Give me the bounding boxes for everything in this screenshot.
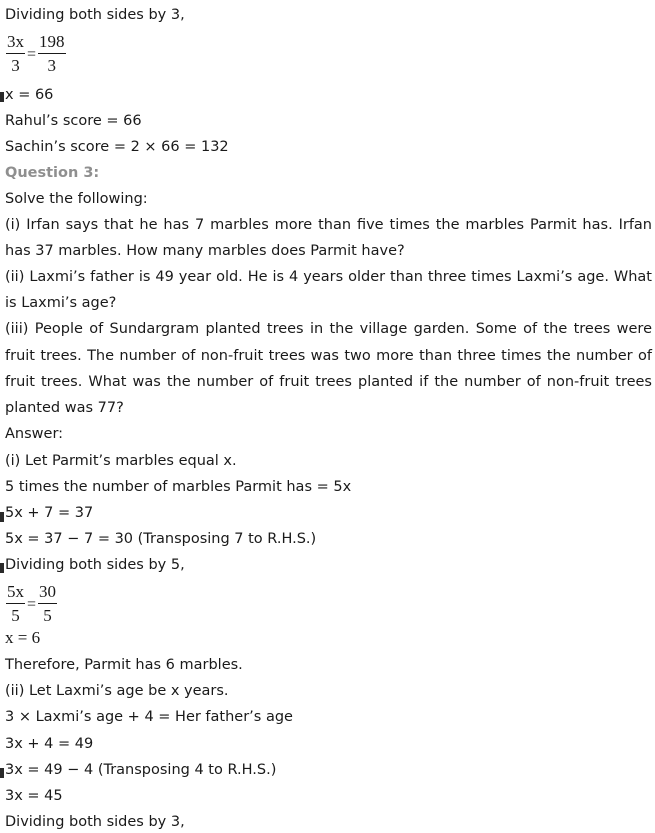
- denominator: 3: [47, 56, 57, 75]
- text-line: is Laxmi’s age?: [5, 295, 117, 311]
- text-line: (i) Let Parmit’s marbles equal x.: [5, 453, 237, 469]
- equation-line: x = 6: [5, 628, 41, 647]
- text-line: 5 times the number of marbles Parmit has = 5x: [5, 479, 352, 495]
- fraction-equation: [6, 32, 66, 77]
- fraction-left: [6, 582, 25, 627]
- text-line: Sachin’s score = 2 × 66 = 132: [5, 139, 229, 155]
- question-heading: Question 3:: [5, 165, 100, 181]
- denominator: 3: [11, 56, 20, 75]
- text-line: (ii) Laxmi’s father is 49 year old. He is 4 years older than three times Laxmi’s age. What: [5, 269, 652, 285]
- fraction-right: [38, 582, 57, 627]
- text-line: fruit trees. What was the number of fruit trees planted if the number of non-fruit trees: [5, 374, 652, 390]
- fraction-equation: [6, 582, 57, 627]
- text-line: (iii) People of Sundargram planted trees in the village garden. Some of the trees were: [5, 321, 652, 337]
- text-line: planted was 77?: [5, 400, 124, 416]
- fraction-right: [38, 32, 66, 77]
- numerator: 198: [38, 32, 66, 54]
- text-line: (i) Irfan says that he has 7 marbles more than five times the marbles Parmit has. Irfan: [5, 217, 652, 233]
- text-line: 3x = 45: [5, 788, 63, 804]
- fraction-left: [6, 32, 25, 77]
- equals-sign: =: [27, 45, 37, 63]
- left-edge-mark: [0, 563, 4, 573]
- equals-sign: =: [27, 595, 37, 613]
- text-line: 3x + 4 = 49: [5, 736, 94, 752]
- text-line: 3 × Laxmi’s age + 4 = Her father’s age: [5, 709, 293, 725]
- text-line: 5x = 37 − 7 = 30 (Transposing 7 to R.H.S.): [5, 531, 317, 547]
- denominator: 5: [11, 606, 20, 625]
- text-line: Dividing both sides by 5,: [5, 557, 185, 573]
- left-edge-mark: [0, 512, 4, 522]
- answer-label: Answer:: [5, 426, 64, 442]
- numerator: 5x: [6, 582, 25, 604]
- text-line: has 37 marbles. How many marbles does Parmit have?: [5, 243, 405, 259]
- text-line: Therefore, Parmit has 6 marbles.: [5, 657, 243, 673]
- text-line: Dividing both sides by 3,: [5, 814, 185, 830]
- text-line: Dividing both sides by 3,: [5, 7, 185, 23]
- text-line: fruit trees. The number of non-fruit trees was two more than three times the number of: [5, 348, 652, 364]
- text-line: 3x = 49 − 4 (Transposing 4 to R.H.S.): [5, 762, 277, 778]
- text-line: Solve the following:: [5, 191, 148, 207]
- text-line: (ii) Let Laxmi’s age be x years.: [5, 683, 229, 699]
- text-line: Rahul’s score = 66: [5, 113, 142, 129]
- numerator: 30: [38, 582, 57, 604]
- numerator: 3x: [6, 32, 25, 54]
- left-edge-mark: [0, 768, 4, 778]
- text-line: 5x + 7 = 37: [5, 505, 94, 521]
- left-edge-mark: [0, 92, 4, 102]
- text-line: x = 66: [5, 87, 54, 103]
- denominator: 5: [43, 606, 52, 625]
